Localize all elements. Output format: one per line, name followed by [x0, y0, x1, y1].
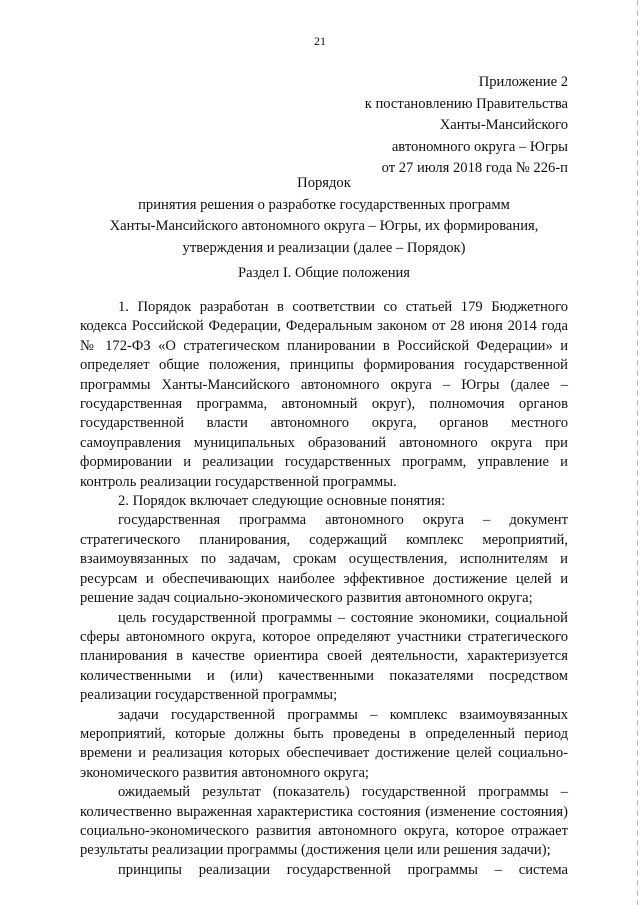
title-line: принятия решения о разработке государственных программ	[138, 196, 510, 213]
page-number: 21	[314, 34, 326, 48]
title-line: утверждения и реализации (далее – Порядок)	[182, 239, 466, 256]
paragraph: задачи государственной программы – комплекс взаимоувязанных мероприятий, которые должны быть проведены в определенный период времени и реализация которых обеспечивает достижение целей социально-экономического развития автономного округа;	[80, 706, 568, 781]
appendix-header	[268, 72, 568, 180]
appendix-line: Приложение 2	[478, 74, 568, 90]
appendix-line: автономного округа – Югры	[391, 138, 568, 155]
paragraph: цель государственной программы – состояние экономики, социальной сферы автономного округа, которое определяют участники стратегического планирования в качестве ориентира своей деятельности, характеризуется количественными и (или) качественными показателями посредством реализации государственной программы;	[80, 609, 568, 704]
paragraph: принципы реализации государственной программы – система	[118, 861, 568, 878]
paragraph: государственная программа автономного округа – документ стратегического планирования, содержащий комплекс мероприятий, взаимоувязанных по задачам, срокам осуществления, исполнителям и ресурсам и обеспечивающих наиболее эффективное достижение целей и решение задач социально-экономического развития автономного округа;	[80, 512, 568, 607]
title-line: Порядок	[297, 175, 351, 191]
paragraph: 2. Порядок включает следующие основные понятия:	[118, 493, 446, 510]
appendix-line: к постановлению Правительства	[364, 95, 568, 112]
paragraph: ожидаемый результат (показатель) государственной программы – количественно выраженная характеристика состояния (изменение состояния) социально-экономического развития автономного округа, которое отражает результаты реализации программы (достижения цели или решения задачи);	[80, 784, 568, 859]
appendix-line: от 27 июля 2018 года № 226-п	[381, 160, 568, 176]
body-text	[80, 298, 568, 880]
title-line: Ханты-Мансийского автономного округа – Югры, их формирования,	[109, 218, 539, 234]
document-title	[80, 173, 568, 259]
paragraph: 1. Порядок разработан в соответствии со статьей 179 Бюджетного кодекса Российской Федерации, Федеральным законом от 28 июня 2014 года № 172-ФЗ «О стратегическом планировании в Российской Федерации» и определяет общие положения, принципы формирования государственной программы Ханты-Мансийского автономного округа – Югры (далее – государственная программа, автономный округ), полномочия органов государственной власти автономного округа, органов местного самоуправления муниципальных образований автономного округа при формировании и реализации государственных программ, управление и контроль реализации государственной программы.	[80, 299, 568, 490]
appendix-line: Ханты-Мансийского	[439, 117, 568, 133]
section-heading: Раздел I. Общие положения	[237, 265, 411, 281]
